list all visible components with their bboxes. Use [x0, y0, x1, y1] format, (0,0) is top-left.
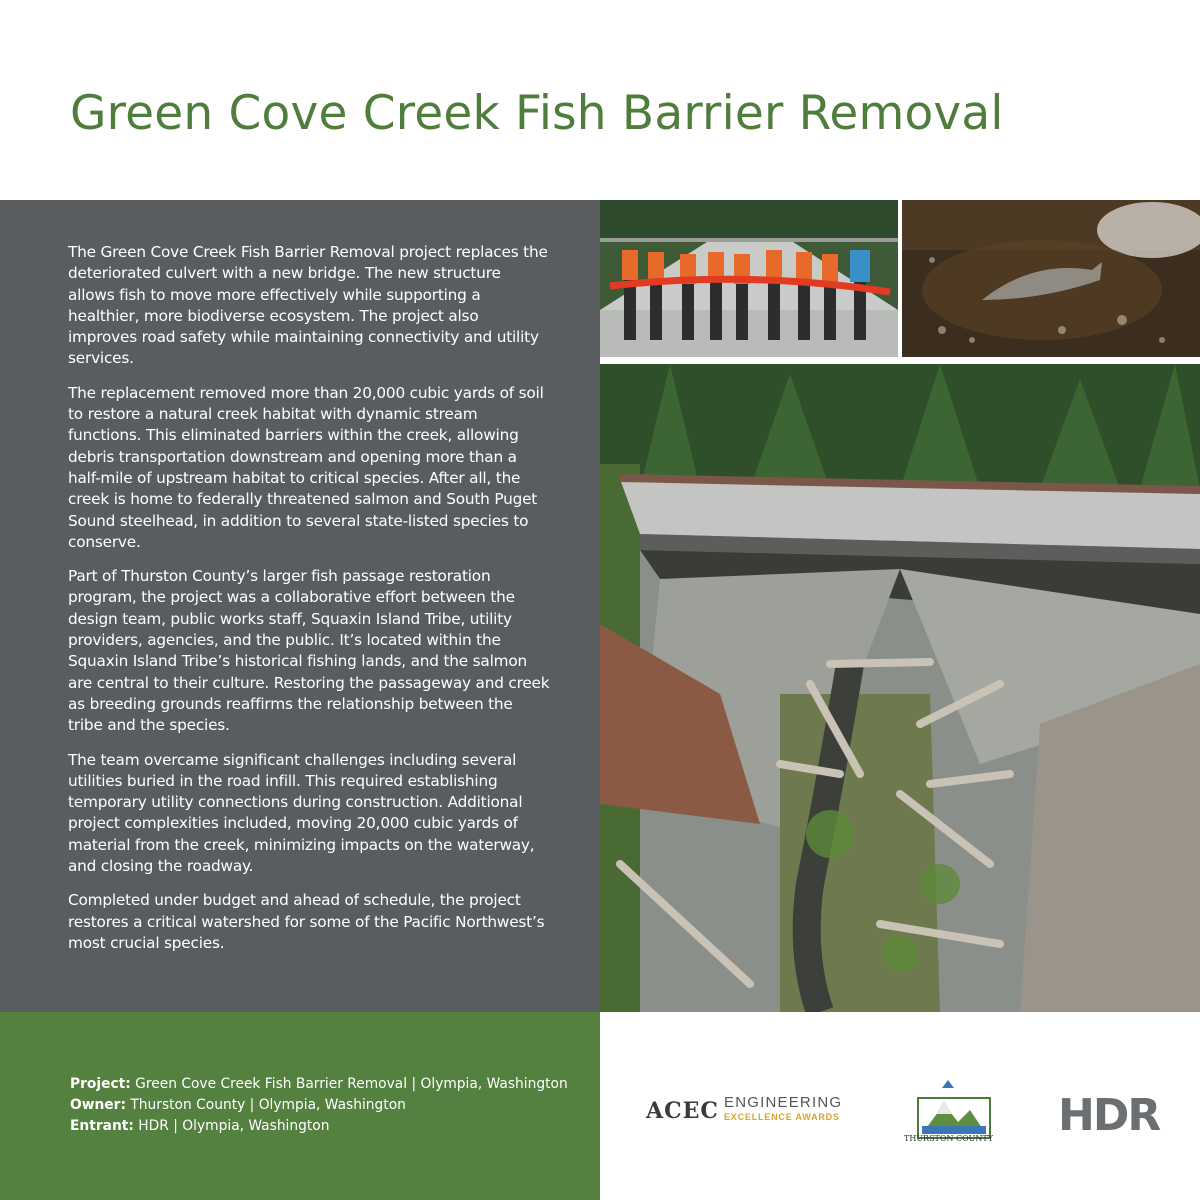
paragraph-5: Completed under budget and ahead of schedule, the project restores a critical watershed for some of the Pacific Northwest’s most crucial species. [68, 891, 545, 952]
entrant-value: HDR | Olympia, Washington [138, 1118, 330, 1134]
owner-value: Thurston County | Olympia, Washington [130, 1097, 406, 1113]
acec-engineering-text: ENGINEERING [724, 1094, 843, 1111]
project-label: Project: [70, 1076, 131, 1092]
project-credit [70, 1074, 600, 1095]
page-title: Green Cove Creek Fish Barrier Removal [70, 86, 1004, 141]
hdr-logo-icon: HDR [1058, 1090, 1160, 1141]
ribbon-cutting-photo [600, 200, 898, 357]
acec-logo-icon [646, 1094, 843, 1124]
owner-label: Owner: [70, 1097, 126, 1113]
entrant-credit [70, 1116, 600, 1137]
paragraph-4: The team overcame significant challenges including several utilities buried in the road infill. This required establishing temporary utility connections during construction. Additional project complexities included, moving 20,000 cubic yards of material from the creek, minimizing impacts on the waterway, and closing the roadway. [68, 750, 535, 876]
sponsor-logos [600, 1012, 1200, 1200]
thurston-county-name: THURSTON COUNTY [904, 1134, 994, 1143]
project-value: Green Cove Creek Fish Barrier Removal | Olympia, Washington [135, 1076, 568, 1092]
bridge-creek-photo [600, 364, 1200, 1012]
paragraph-1: The Green Cove Creek Fish Barrier Removal project replaces the deteriorated culvert with a new bridge. The new structure allows fish to move more effectively while supporting a healthier, more biodiverse ecosystem. The project also improves road safety while maintaining connectivity and utility services. [68, 243, 548, 368]
paragraph-2: The replacement removed more than 20,000 cubic yards of soil to restore a natural creek habitat with dynamic stream functions. This eliminated barriers within the creek, allowing debris transportation downstream and opening more than a half-mile of upstream habitat to critical species. After all, the creek is home to federally threatened salmon and South Puget Sound steelhead, in addition to several state-listed species to conserve. [68, 383, 544, 551]
paragraph-3: Part of Thurston County’s larger fish passage restoration program, the project was a collaborative effort between the design team, public works staff, Squaxin Island Tribe, utility providers, agencies, and the public. It’s located within the Squaxin Island Tribe’s historical fishing lands, and the salmon are central to their culture. Restoring the passageway and creek as breeding grounds reaffirms the relationship between the tribe and the species. [68, 567, 550, 735]
acec-logo-text: ACEC [646, 1098, 719, 1124]
acec-awards-text: EXCELLENCE AWARDS [724, 1112, 840, 1122]
credits-panel [0, 1012, 600, 1200]
owner-credit [70, 1095, 600, 1116]
entrant-label: Entrant: [70, 1118, 134, 1134]
description-panel [0, 200, 600, 1012]
salmon-photo [902, 200, 1200, 357]
